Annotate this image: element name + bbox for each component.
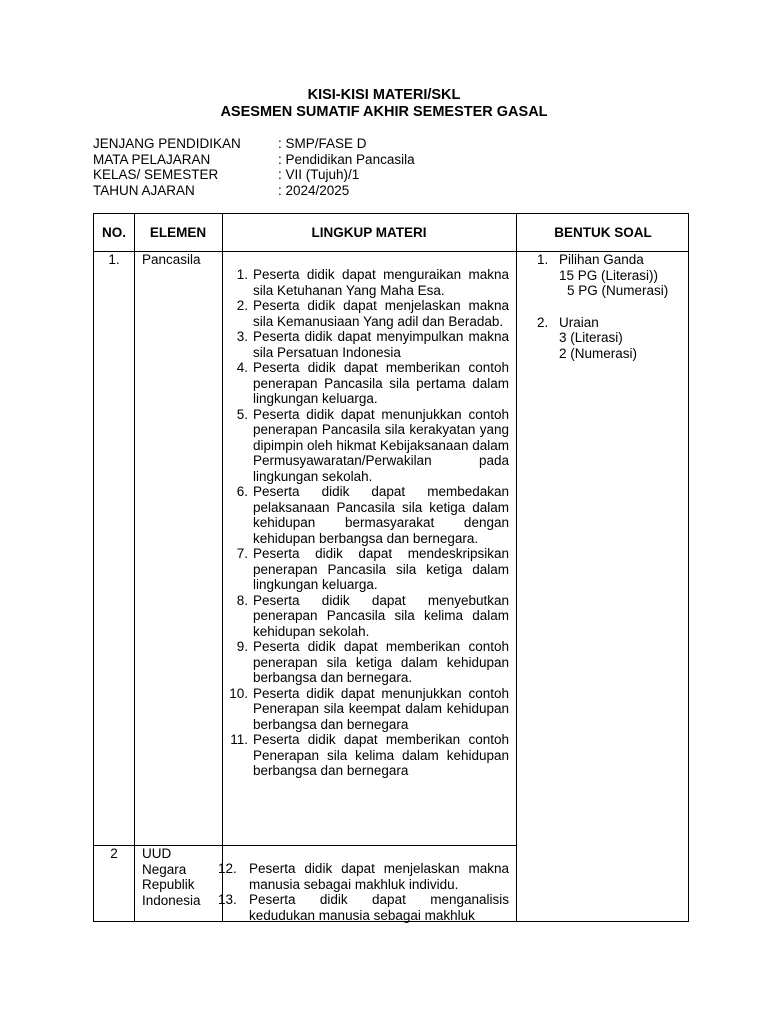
item-number: 3. [236, 329, 248, 344]
item-number: 6. [236, 484, 248, 499]
header-lingkup-materi: LINGKUP MATERI [311, 225, 427, 241]
item-text: Peserta didik dapat memberikan contoh penerapan Pancasila sila pertama dalam lingkungan keluarga. [253, 360, 509, 406]
item-text: Peserta didik dapat menganalisis kedudukan manusia sebagai makhluk [249, 892, 509, 923]
item-number: 13. [218, 892, 237, 907]
item-text: Peserta didik dapat membedakan pelaksanaan Pancasila sila ketiga dalam kehidupan bermasyarakat dengan kehidupan berbangsa dan bernegara. [253, 484, 509, 546]
meta-value: : 2024/2025 [278, 182, 350, 198]
elemen-line: UUD [142, 846, 172, 861]
option-number: 1. [537, 252, 549, 267]
item-number: 4. [236, 360, 248, 375]
lingkup-materi-cell [222, 267, 509, 779]
elemen-line: Negara [142, 861, 187, 877]
item-number: 7. [236, 546, 248, 561]
item-text: Peserta didik dapat menjelaskan makna sila Kemanusiaan Yang adil dan Beradab. [253, 298, 509, 329]
item-text: Peserta didik dapat menyimpulkan makna sila Persatuan Indonesia [253, 329, 509, 360]
option-label: Uraian [559, 314, 599, 330]
meta-key: KELAS/ SEMESTER [93, 167, 219, 182]
lingkup-materi-cell [218, 861, 509, 923]
item-number: 11. [230, 732, 248, 747]
column-divider [134, 214, 135, 921]
meta-key: TAHUN AJARAN [93, 182, 195, 198]
list-item [218, 861, 509, 892]
header-elemen: ELEMEN [149, 225, 207, 241]
list-item [222, 329, 509, 360]
option-detail: 2 (Numerasi) [559, 345, 638, 361]
meta-value: : VII (Tujuh)/1 [278, 167, 360, 182]
list-item [222, 686, 509, 733]
item-text: Peserta didik dapat menjelaskan makna manusia sebagai makhluk individu. [249, 861, 509, 892]
item-text: Peserta didik dapat mendeskripsikan penerapan Pancasila sila ketiga dalam lingkungan keluarga. [253, 546, 509, 592]
meta-key: JENJANG PENDIDIKAN [93, 136, 241, 151]
elemen-cell: Pancasila [142, 252, 201, 267]
elemen-line: Republik [142, 877, 195, 892]
doc-title: KISI-KISI MATERI/SKL [307, 87, 461, 103]
meta-info [93, 136, 415, 198]
row-number: 2 [110, 846, 118, 861]
item-text: Peserta didik dapat menyebutkan penerapan Pancasila sila kelima dalam kehidupan sekolah. [253, 592, 509, 639]
meta-row [93, 136, 415, 152]
list-item [222, 732, 509, 779]
bentuk-option [537, 252, 687, 299]
option-label: Pilihan Ganda [559, 252, 644, 267]
list-item [222, 593, 509, 640]
meta-key: MATA PELAJARAN [93, 151, 211, 167]
item-number: 2. [236, 298, 248, 313]
item-text: Peserta didik dapat memberikan contoh penerapan sila ketiga dalam kehidupan berbangsa dan bernegara. [253, 639, 509, 685]
list-item [222, 267, 509, 298]
list-item [222, 407, 509, 485]
item-number: 8. [236, 592, 248, 608]
kisi-kisi-table [93, 213, 689, 922]
doc-subtitle: ASESMEN SUMATIF AKHIR SEMESTER GASAL [220, 104, 548, 120]
item-text: Peserta didik dapat menunjukkan contoh penerapan Pancasila sila kerakyatan yang dipimpin oleh hikmat Kebijaksanaan dalam Permusyawaratan/Perwakilan pada lingkungan sekolah. [253, 406, 509, 484]
meta-row [93, 167, 415, 183]
bentuk-soal-cell [537, 252, 687, 361]
item-number: 9. [236, 639, 248, 654]
meta-row [93, 183, 415, 199]
list-item [222, 484, 509, 546]
list-item [222, 639, 509, 686]
header-no: NO. [101, 225, 126, 241]
list-item [222, 546, 509, 593]
item-number: 12. [218, 861, 237, 876]
option-detail: 15 PG (Literasi)) [559, 267, 659, 283]
item-text: Peserta didik dapat memberikan contoh Penerapan sila kelima dalam kehidupan berbangsa dan bernegara [253, 732, 509, 778]
elemen-cell [142, 846, 201, 908]
bentuk-option [537, 315, 687, 362]
header-bentuk-soal: BENTUK SOAL [554, 225, 652, 241]
option-detail: 5 PG (Numerasi) [567, 283, 669, 298]
meta-value: : Pendidikan Pancasila [278, 151, 415, 167]
meta-row [93, 152, 415, 168]
item-number: 5. [236, 406, 248, 422]
list-item [222, 298, 509, 329]
item-text: Peserta didik dapat menunjukkan contoh Penerapan sila keempat dalam kehidupan berbangsa dan bernegara [253, 685, 509, 732]
option-number: 2. [537, 314, 549, 330]
meta-value: : SMP/FASE D [278, 136, 367, 151]
row-number: 1. [108, 252, 120, 267]
list-item [222, 360, 509, 407]
option-detail: 3 (Literasi) [559, 330, 623, 345]
column-divider [516, 214, 517, 921]
item-number: 10. [229, 685, 248, 701]
item-text: Peserta didik dapat menguraikan makna sila Ketuhanan Yang Maha Esa. [253, 267, 509, 298]
list-item [218, 892, 509, 923]
elemen-line: Indonesia [142, 892, 201, 908]
item-number: 1. [236, 267, 248, 282]
